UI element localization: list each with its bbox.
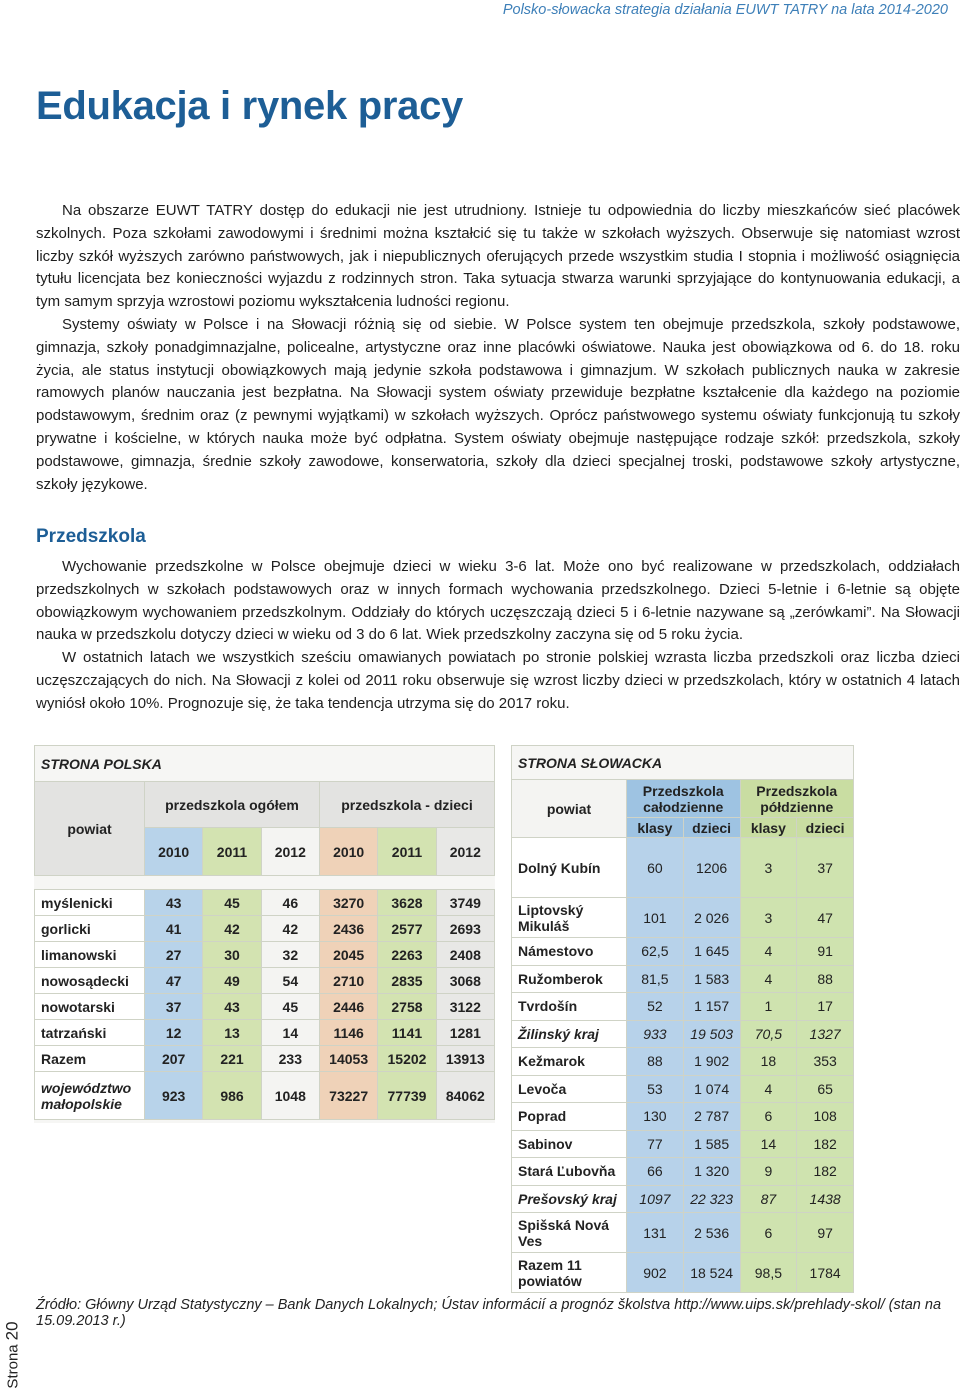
table-cell: 2263 (378, 942, 436, 968)
table-row (35, 968, 495, 994)
table-cell: 986 (203, 1072, 261, 1120)
table-cell: 1146 (319, 1020, 377, 1046)
row-label: Prešovský kraj (512, 1185, 627, 1213)
table-cell: 3270 (319, 890, 377, 916)
row-label: nowosądecki (35, 968, 145, 994)
table-row (35, 994, 495, 1020)
table-cell: 14053 (319, 1046, 377, 1072)
table-polish-side (34, 745, 495, 1123)
page-number-value: 20 (3, 1320, 22, 1340)
table-row (35, 1072, 495, 1120)
column-group-header: przedszkola - dzieci (319, 782, 494, 828)
table-cell: 77 (627, 1130, 684, 1158)
table-row (512, 1103, 854, 1131)
table-cell: 3122 (436, 994, 494, 1020)
table-row (35, 1020, 495, 1046)
table-cell: 2693 (436, 916, 494, 942)
table-row (512, 1020, 854, 1048)
table-cell: 12 (145, 1020, 203, 1046)
table-cell: 13913 (436, 1046, 494, 1072)
page-label: Strona (5, 1343, 22, 1389)
table-cell: 1327 (797, 1020, 854, 1048)
table-row (512, 898, 854, 938)
table-cell: 60 (627, 838, 684, 898)
source-note: Źródło: Główny Urząd Statystyczny – Bank Danych Lokalnych; Ústav informácií a prognóz školstva http://www.uips.sk/prehlady-skol/ (stan na 15.09.2013 r.) (36, 1297, 942, 1329)
year-header: 2011 (203, 828, 261, 876)
table-cell: 1097 (627, 1185, 684, 1213)
table-cell: 182 (797, 1130, 854, 1158)
row-label: myślenicki (35, 890, 145, 916)
row-label: nowotarski (35, 994, 145, 1020)
table-cell: 70,5 (740, 1020, 797, 1048)
intro-paragraph: Systemy oświaty w Polsce i na Słowacji różnią się od siebie. W Polsce system ten obejmuje przedszkola, szkoły podstawowe, gimnazja, szkoły ponadgimnazjalne, policealne, artystyczne oraz inne placówki oświatowe. Nauka jest obowiązkowa od 6. do 18. roku życia, ale status instytucji obowiązkowych mają jedynie szkoła podstawowa i gimnazjum. W szkołach publicznych nauka w zakresie ramowych planów nauczania jest bezpłatna. Na Słowacji system oświaty przewiduje bezpłatne kształcenie dla każdego na poziomie podstawowym, średnim oraz (z pewnymi wyjątkami) w szkołach wyższych. Oprócz państwowego systemu oświaty funkcjonują tu szkoły prywatne i kościelne, w których nauka może być odpłatna. System oświaty obejmuje następujące rodzaje szkół: przedszkola, szkoły podstawowe, gimnazja, średnie szkoły zawodowe, konserwatoria, szkoły dla dzieci specjalnej troski, podstawowe szkoły artystyczne, szkoły językowe. (36, 315, 960, 493)
table-cell: 88 (627, 1048, 684, 1076)
year-header: 2012 (261, 828, 319, 876)
table-row (512, 993, 854, 1021)
row-label: tatrzański (35, 1020, 145, 1046)
table-cell: 4 (740, 938, 797, 966)
column-header-powiat: powiat (35, 782, 145, 876)
table-cell: 3 (740, 898, 797, 938)
table-cell: 9 (740, 1158, 797, 1186)
row-label: Kežmarok (512, 1048, 627, 1076)
table-cell: 84062 (436, 1072, 494, 1120)
row-label: Razem (35, 1046, 145, 1072)
table-cell: 73227 (319, 1072, 377, 1120)
table-cell: 233 (261, 1046, 319, 1072)
table-cell: 17 (797, 993, 854, 1021)
table-cell: 2577 (378, 916, 436, 942)
table-cell: 923 (145, 1072, 203, 1120)
table-row (512, 1213, 854, 1253)
table-cell: 1281 (436, 1020, 494, 1046)
year-header: 2012 (436, 828, 494, 876)
table-cell: 53 (627, 1075, 684, 1103)
table-row (35, 916, 495, 942)
table-cell: 65 (797, 1075, 854, 1103)
table-cell: 902 (627, 1253, 684, 1293)
page-title: Edukacja i rynek pracy (36, 84, 463, 128)
table-cell: 43 (203, 994, 261, 1020)
table-cell: 2446 (319, 994, 377, 1020)
table-cell: 3628 (378, 890, 436, 916)
table-cell: 42 (203, 916, 261, 942)
table-row (512, 965, 854, 993)
table-cell: 47 (797, 898, 854, 938)
table-row (512, 1158, 854, 1186)
table-row (35, 942, 495, 968)
table-cell: 1 583 (683, 965, 740, 993)
table-row (512, 1130, 854, 1158)
intro-paragraph: Na obszarze EUWT TATRY dostęp do edukacji nie jest utrudniony. Istnieje tu odpowiednia do liczby mieszkańców sieć placówek szkolnych. Poza szkołami zawodowymi i średnimi można kształcić się tu także w szkołach wyższych. Obserwuje się natomiast wzrost liczby szkół wyższych zarówno państwowych, jak i niepublicznych oferujących przede wszystkim studia I stopnia i możliwość osiągnięcia tytułu licencjata bez konieczności wyjazdu z rodzinnych stron. Taka sytuacja stwarza warunki sprzyjające do kontynuowania edukacji, a tym samym sprzyja wzrostowi poziomu wykształcenia ludności regionu. (36, 202, 960, 311)
table-cell: 91 (797, 938, 854, 966)
table-cell: 1784 (797, 1253, 854, 1293)
row-label: limanowski (35, 942, 145, 968)
slovak-preschool-table (511, 745, 854, 1293)
table-cell: 2 787 (683, 1103, 740, 1131)
table-cell: 32 (261, 942, 319, 968)
table-cell: 98,5 (740, 1253, 797, 1293)
table-cell: 4 (740, 1075, 797, 1103)
table-cell: 1 074 (683, 1075, 740, 1103)
table-cell: 1141 (378, 1020, 436, 1046)
row-label: Ružomberok (512, 965, 627, 993)
table-cell: 54 (261, 968, 319, 994)
table-cell: 18 524 (683, 1253, 740, 1293)
column-group-header: przedszkola ogółem (145, 782, 320, 828)
polish-preschool-table (34, 745, 495, 1120)
table-cell: 22 323 (683, 1185, 740, 1213)
table-cell: 2045 (319, 942, 377, 968)
row-label: Poprad (512, 1103, 627, 1131)
year-header: 2011 (378, 828, 436, 876)
table-cell: 45 (203, 890, 261, 916)
row-label: Sabinov (512, 1130, 627, 1158)
row-label: Levoča (512, 1075, 627, 1103)
intro-text (36, 200, 960, 496)
table-cell: 49 (203, 968, 261, 994)
table-cell: 1 157 (683, 993, 740, 1021)
table-cell: 2 026 (683, 898, 740, 938)
table-slovak-side (511, 745, 854, 1289)
table-cell: 18 (740, 1048, 797, 1076)
row-label: Stará Ľubovňa (512, 1158, 627, 1186)
year-header: 2010 (319, 828, 377, 876)
table-cell: 130 (627, 1103, 684, 1131)
table-row (512, 1253, 854, 1293)
table-cell: 97 (797, 1213, 854, 1253)
preschool-text (36, 556, 960, 716)
table-cell: 52 (627, 993, 684, 1021)
table-cell: 42 (261, 916, 319, 942)
table-cell: 88 (797, 965, 854, 993)
sub-header-klasy: klasy (627, 818, 684, 838)
table-row (512, 1075, 854, 1103)
table-title: STRONA POLSKA (35, 746, 495, 782)
table-cell: 101 (627, 898, 684, 938)
table-cell: 1206 (683, 838, 740, 898)
table-cell: 41 (145, 916, 203, 942)
running-header: Polsko-słowacka strategia działania EUWT TATRY na lata 2014-2020 (502, 2, 948, 18)
table-row (512, 1185, 854, 1213)
table-cell: 14 (261, 1020, 319, 1046)
sub-header-dzieci: dzieci (797, 818, 854, 838)
table-cell: 66 (627, 1158, 684, 1186)
table-cell: 2835 (378, 968, 436, 994)
table-cell: 43 (145, 890, 203, 916)
table-cell: 2436 (319, 916, 377, 942)
table-cell: 182 (797, 1158, 854, 1186)
row-label: województwo małopolskie (35, 1072, 145, 1120)
table-cell: 45 (261, 994, 319, 1020)
table-row (512, 1048, 854, 1076)
table-cell: 131 (627, 1213, 684, 1253)
sub-header-klasy: klasy (740, 818, 797, 838)
column-group-header: Przedszkola całodzienne (627, 780, 741, 818)
table-cell: 3068 (436, 968, 494, 994)
column-header-powiat: powiat (512, 780, 627, 838)
table-cell: 2710 (319, 968, 377, 994)
table-cell: 1 645 (683, 938, 740, 966)
row-label: Dolný Kubín (512, 838, 627, 898)
table-cell: 14 (740, 1130, 797, 1158)
table-cell: 1438 (797, 1185, 854, 1213)
table-cell: 1 585 (683, 1130, 740, 1158)
table-cell: 30 (203, 942, 261, 968)
table-cell: 108 (797, 1103, 854, 1131)
table-cell: 19 503 (683, 1020, 740, 1048)
table-cell: 81,5 (627, 965, 684, 993)
table-cell: 2758 (378, 994, 436, 1020)
table-cell: 1 902 (683, 1048, 740, 1076)
row-label: Námestovo (512, 938, 627, 966)
table-cell: 207 (145, 1046, 203, 1072)
row-label: Žilinský kraj (512, 1020, 627, 1048)
table-cell: 6 (740, 1213, 797, 1253)
table-row (35, 890, 495, 916)
table-cell: 1 (740, 993, 797, 1021)
table-cell: 15202 (378, 1046, 436, 1072)
table-cell: 77739 (378, 1072, 436, 1120)
table-cell: 47 (145, 968, 203, 994)
table-cell: 46 (261, 890, 319, 916)
table-cell: 3749 (436, 890, 494, 916)
table-row (512, 938, 854, 966)
table-cell: 27 (145, 942, 203, 968)
preschool-paragraph: W ostatnich latach we wszystkich sześciu omawianych powiatach po stronie polskiej wzrasta liczba przedszkoli oraz liczba dzieci uczęszczających do nich. Na Słowacji z kolei od 2011 roku obserwuje się wzrost liczby dzieci w przedszkolach, który w ostatnich 4 latach wyniósł około 10%. Prognozuje się, że taka tendencja utrzyma się do 2017 roku. (36, 649, 960, 712)
table-cell: 62,5 (627, 938, 684, 966)
table-title: STRONA SŁOWACKA (512, 746, 854, 780)
row-label: Liptovský Mikuláš (512, 898, 627, 938)
table-cell: 353 (797, 1048, 854, 1076)
table-row (35, 1046, 495, 1072)
table-cell: 6 (740, 1103, 797, 1131)
section-heading-preschool: Przedszkola (36, 526, 146, 547)
year-header: 2010 (145, 828, 203, 876)
table-cell: 37 (797, 838, 854, 898)
table-cell: 933 (627, 1020, 684, 1048)
row-label: gorlicki (35, 916, 145, 942)
row-label: Spišská Nová Ves (512, 1213, 627, 1253)
column-group-header: Przedszkola półdzienne (740, 780, 854, 818)
table-cell: 1 320 (683, 1158, 740, 1186)
table-cell: 1048 (261, 1072, 319, 1120)
row-label: Tvrdošín (512, 993, 627, 1021)
table-cell: 3 (740, 838, 797, 898)
table-cell: 221 (203, 1046, 261, 1072)
table-cell: 2 536 (683, 1213, 740, 1253)
table-cell: 37 (145, 994, 203, 1020)
row-label: Razem 11 powiatów (512, 1253, 627, 1293)
table-row (512, 838, 854, 898)
table-cell: 2408 (436, 942, 494, 968)
table-cell: 4 (740, 965, 797, 993)
table-cell: 13 (203, 1020, 261, 1046)
table-cell: 87 (740, 1185, 797, 1213)
sub-header-dzieci: dzieci (683, 818, 740, 838)
preschool-paragraph: Wychowanie przedszkolne w Polsce obejmuje dzieci w wieku 3-6 lat. Może ono być realizowane w przedszkolach, oddziałach przedszkolnych w szkołach podstawowych oraz w innych formach wychowania przedszkolnego. Dzieci 5-letnie i 6-letnie są objęte obowiązkowym wychowaniem przedszkolnym. Oddziały do których uczęszczają dzieci 5 i 6-letnie nazywane są „zerówkami”. Na Słowacji nauka w przedszkolu dotyczy dzieci w wieku od 3 do 6 lat. Wiek przedszkolny zaczyna się od 5 roku życia. (36, 558, 960, 644)
page-number (0, 1312, 26, 1397)
